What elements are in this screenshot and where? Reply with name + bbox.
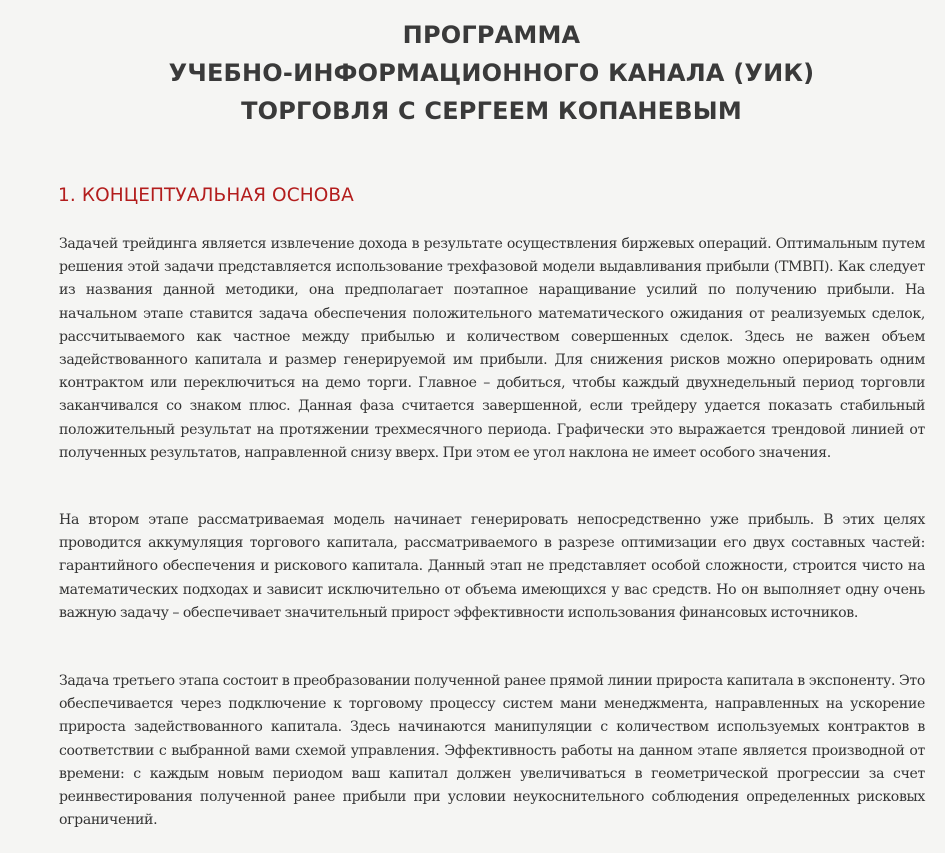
paragraph-1: Задачей трейдинга является извлечение дохода в результате осуществления биржевых операций. Оптимальным путем решения этой задачи представляется использование трехфазовой модели выдавливания прибыли (ТМВП). Как следует из названия данной методики, она предполагает поэтапное наращивание усилий по получению прибыли. На начальном этапе ставится задача обеспечения положительного математического ожидания от реализуемых сделок, рассчитываемого как частное между прибылью и количеством совершенных сделок. Здесь не важен объем задействованного капитала и размер генерируемой им прибыли. Для снижения рисков можно оперировать одним контрактом или переключиться на демо торги. Главное – добиться, чтобы каждый двухнедельный период торговли заканчивался со знаком плюс. Данная фаза считается завершенной, если трейдеру удается показать стабильный положительный результат на протяжении трехмесячного периода. Графически это выражается трендовой линией от полученных результатов, направленной снизу вверх. При этом ее угол наклона не имеет особого значения. bbox=[59, 236, 925, 461]
page-title-line-2: УЧЕБНО-ИНФОРМАЦИОННОГО КАНАЛА (УИК) bbox=[168, 59, 815, 87]
paragraph-2: На втором этапе рассматриваемая модель начинает генерировать непосредственно уже прибыль. В этих целях проводится аккумуляция торгового капитала, рассматриваемого в разрезе оптимизации его двух составных частей: гарантийного обеспечения и рискового капитала. Данный этап не представляет особой сложности, строится чисто на математических подходах и зависит исключительно от объема имеющихся у вас средств. Но он выполняет одну очень важную задачу – обеспечивает значительный прирост эффективности использования финансовых источников. bbox=[59, 512, 925, 621]
page-title-line-3: ТОРГОВЛЯ С СЕРГЕЕМ КОПАНЕВЫМ bbox=[241, 97, 742, 125]
paragraph-3: Задача третьего этапа состоит в преобразовании полученной ранее прямой линии прироста капитала в экспоненту. Это обеспечивается через подключение к торговому процессу систем мани менеджмента, направленных на ускорение прироста задействованного капитала. Здесь начинаются манипуляции с количеством используемых контрактов в соответствии с выбранной вами схемой управления. Эффективность работы на данном этапе является производной от времени: с каждым новым периодом ваш капитал должен увеличиваться в геометрической прогрессии за счет реинвестирования полученной ранее прибыли при условии неукоснительного соблюдения определенных рисковых ограничений. bbox=[59, 673, 925, 829]
page-title-line-1: ПРОГРАММА bbox=[402, 21, 581, 49]
section-heading: 1. КОНЦЕПТУАЛЬНАЯ ОСНОВА bbox=[58, 185, 354, 206]
page-title bbox=[0, 16, 945, 130]
